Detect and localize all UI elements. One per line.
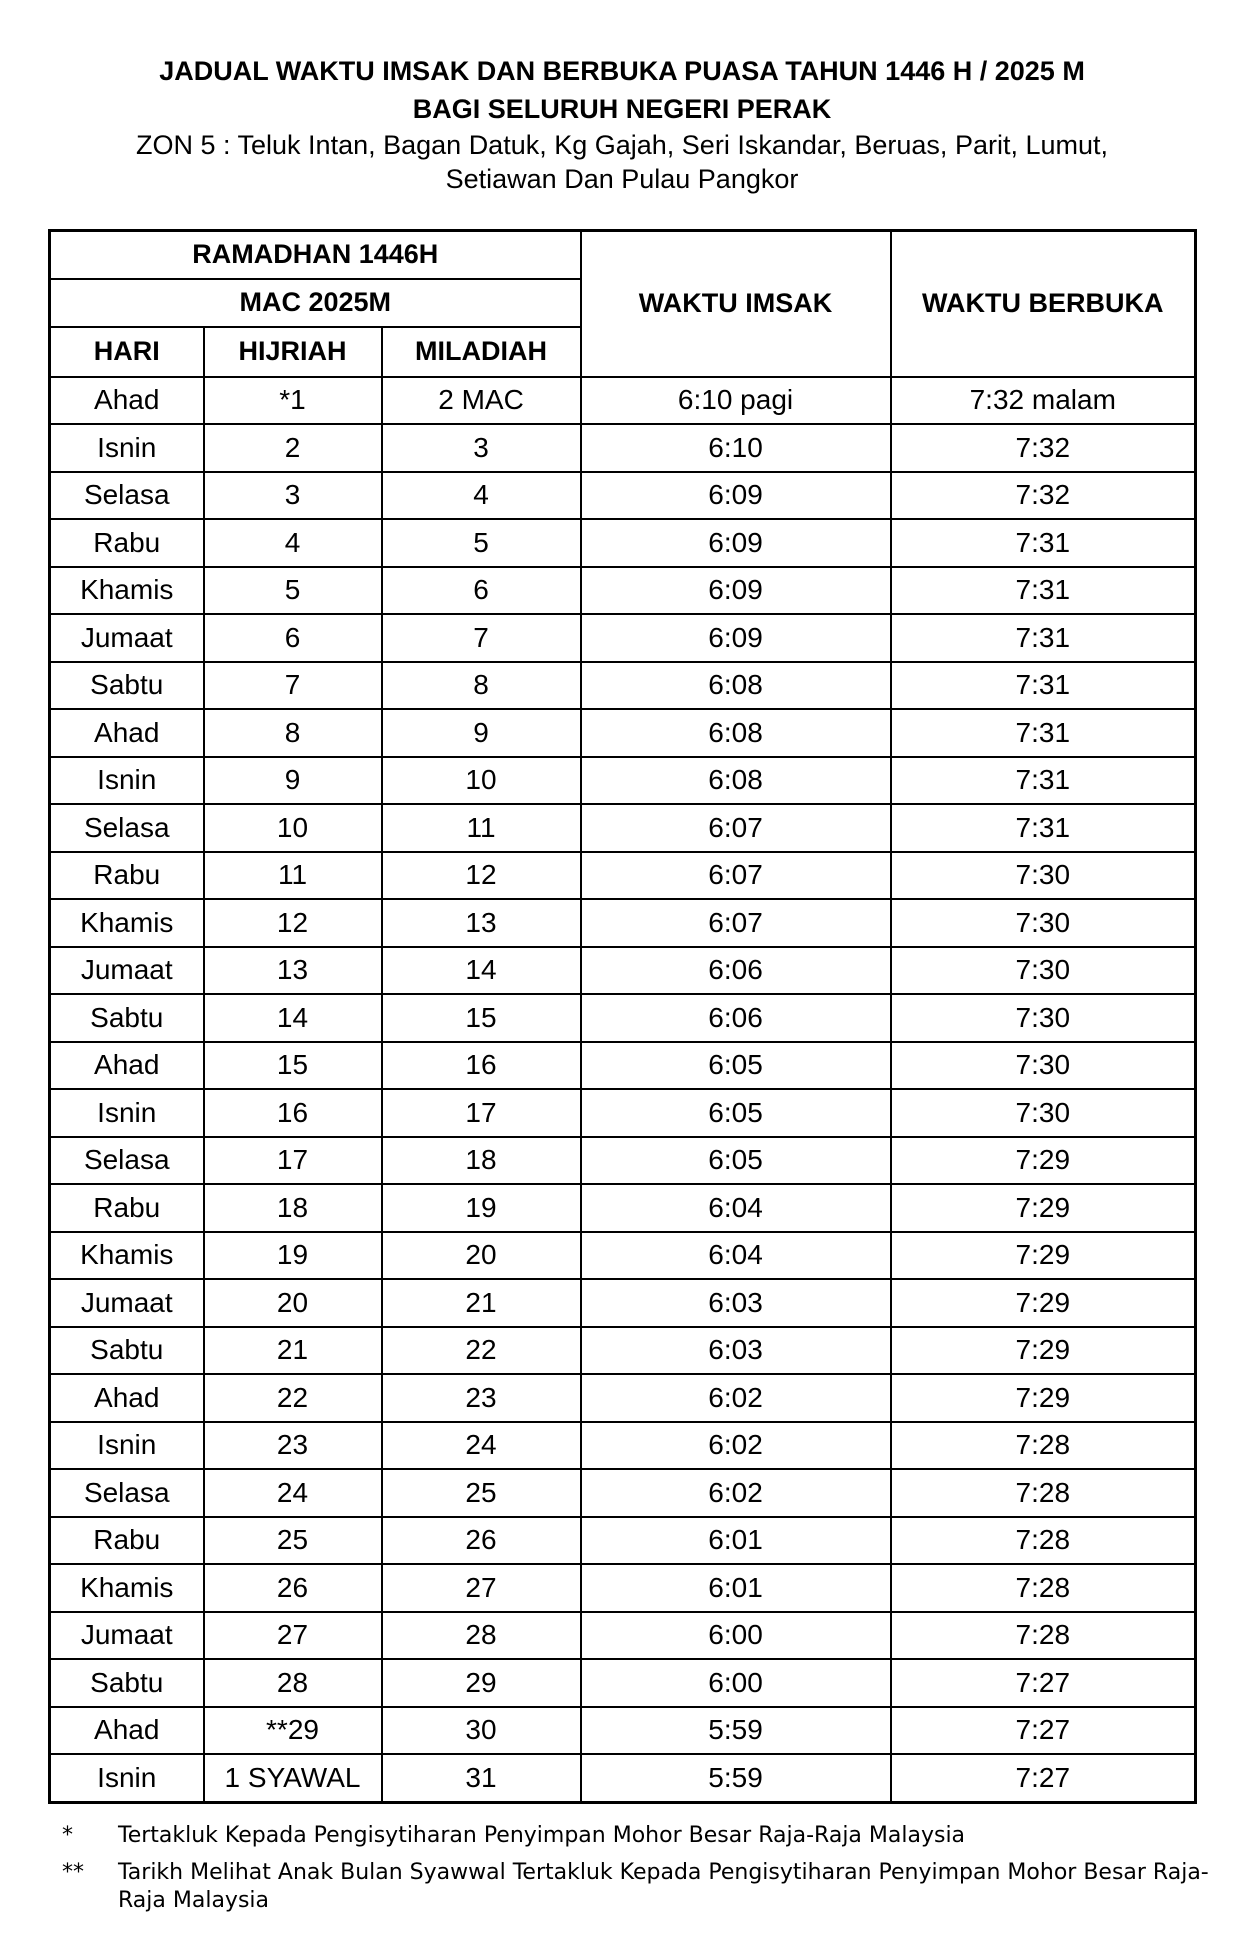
- berbuka-cell: 7:31: [891, 567, 1196, 615]
- timetable: [48, 229, 1197, 1804]
- hijriah-cell: 9: [204, 757, 382, 805]
- document-title: JADUAL WAKTU IMSAK DAN BERBUKA PUASA TAHUN 1446 H / 2025 M: [159, 56, 1085, 86]
- hari-cell: Sabtu: [50, 662, 204, 710]
- imsak-cell: 6:08: [581, 757, 891, 805]
- imsak-cell: 6:07: [581, 899, 891, 947]
- miladiah-cell: 26: [382, 1517, 581, 1565]
- hijriah-cell: 7: [204, 662, 382, 710]
- hari-cell: Selasa: [50, 472, 204, 520]
- berbuka-cell: 7:31: [891, 709, 1196, 757]
- footnotes: [62, 1822, 1212, 1924]
- berbuka-cell: 7:30: [891, 852, 1196, 900]
- imsak-cell: 6:03: [581, 1279, 891, 1327]
- hari-cell: Rabu: [50, 1517, 204, 1565]
- berbuka-cell: 7:29: [891, 1279, 1196, 1327]
- hari-cell: Ahad: [50, 709, 204, 757]
- hari-cell: Selasa: [50, 1469, 204, 1517]
- miladiah-cell: 9: [382, 709, 581, 757]
- berbuka-cell: 7:28: [891, 1517, 1196, 1565]
- table-row: [50, 757, 1196, 805]
- table-row: [50, 424, 1196, 472]
- hari-cell: Ahad: [50, 1707, 204, 1755]
- miladiah-cell: 7: [382, 614, 581, 662]
- miladiah-cell: 10: [382, 757, 581, 805]
- miladiah-cell: 18: [382, 1137, 581, 1185]
- hari-cell: Isnin: [50, 1754, 204, 1802]
- berbuka-cell: 7:32 malam: [891, 377, 1196, 425]
- imsak-cell: 6:07: [581, 852, 891, 900]
- imsak-cell: 6:01: [581, 1564, 891, 1612]
- miladiah-cell: 29: [382, 1659, 581, 1707]
- table-row: [50, 1089, 1196, 1137]
- berbuka-cell: 7:28: [891, 1422, 1196, 1470]
- miladiah-cell: 2 MAC: [382, 377, 581, 425]
- hijriah-cell: 28: [204, 1659, 382, 1707]
- berbuka-cell: 7:31: [891, 662, 1196, 710]
- table-row: [50, 472, 1196, 520]
- table-row: [50, 947, 1196, 995]
- hijriah-cell: 5: [204, 567, 382, 615]
- imsak-cell: 6:10: [581, 424, 891, 472]
- miladiah-cell: 3: [382, 424, 581, 472]
- hijriah-cell: 23: [204, 1422, 382, 1470]
- zone-description-continued: Setiawan Dan Pulau Pangkor: [445, 164, 799, 194]
- miladiah-cell: 19: [382, 1184, 581, 1232]
- hijriah-cell: 13: [204, 947, 382, 995]
- table-row: [50, 1517, 1196, 1565]
- berbuka-cell: 7:30: [891, 1042, 1196, 1090]
- hijriah-cell: **29: [204, 1707, 382, 1755]
- hari-cell: Selasa: [50, 804, 204, 852]
- berbuka-cell: 7:28: [891, 1612, 1196, 1660]
- berbuka-cell: 7:32: [891, 472, 1196, 520]
- hari-cell: Sabtu: [50, 1327, 204, 1375]
- hari-cell: Jumaat: [50, 1612, 204, 1660]
- imsak-cell: 6:00: [581, 1612, 891, 1660]
- miladiah-cell: 5: [382, 519, 581, 567]
- miladiah-cell: 17: [382, 1089, 581, 1137]
- hijriah-cell: 24: [204, 1469, 382, 1517]
- berbuka-cell: 7:29: [891, 1232, 1196, 1280]
- hijriah-cell: 6: [204, 614, 382, 662]
- hijriah-cell: 11: [204, 852, 382, 900]
- hijriah-cell: 26: [204, 1564, 382, 1612]
- hari-cell: Ahad: [50, 377, 204, 425]
- table-row: [50, 1279, 1196, 1327]
- table-row: [50, 1137, 1196, 1185]
- berbuka-cell: 7:31: [891, 614, 1196, 662]
- footnote-marker: *: [62, 1823, 73, 1848]
- imsak-cell: 6:06: [581, 947, 891, 995]
- hijriah-cell: 14: [204, 994, 382, 1042]
- berbuka-cell: 7:29: [891, 1184, 1196, 1232]
- miladiah-cell: 24: [382, 1422, 581, 1470]
- miladiah-cell: 16: [382, 1042, 581, 1090]
- hari-cell: Selasa: [50, 1137, 204, 1185]
- imsak-column-header: WAKTU IMSAK: [581, 231, 891, 377]
- hijriah-cell: 22: [204, 1374, 382, 1422]
- month-gregorian-header: MAC 2025M: [50, 279, 581, 327]
- table-row: [50, 899, 1196, 947]
- zone-description: ZON 5 : Teluk Intan, Bagan Datuk, Kg Gajah, Seri Iskandar, Beruas, Parit, Lumut,: [136, 130, 1108, 160]
- table-row: [50, 1612, 1196, 1660]
- footnote-1: [62, 1822, 1212, 1850]
- hijriah-cell: *1: [204, 377, 382, 425]
- hijriah-cell: 1 SYAWAL: [204, 1754, 382, 1802]
- hari-cell: Rabu: [50, 852, 204, 900]
- hari-cell: Isnin: [50, 757, 204, 805]
- table-row: [50, 1042, 1196, 1090]
- table-row: [50, 852, 1196, 900]
- hari-cell: Jumaat: [50, 614, 204, 662]
- hijriah-cell: 16: [204, 1089, 382, 1137]
- timetable-body: [50, 377, 1196, 1803]
- hari-cell: Rabu: [50, 1184, 204, 1232]
- berbuka-column-header: WAKTU BERBUKA: [891, 231, 1196, 377]
- berbuka-cell: 7:29: [891, 1374, 1196, 1422]
- hari-cell: Ahad: [50, 1374, 204, 1422]
- hari-cell: Isnin: [50, 424, 204, 472]
- miladiah-cell: 6: [382, 567, 581, 615]
- berbuka-cell: 7:28: [891, 1564, 1196, 1612]
- berbuka-cell: 7:29: [891, 1137, 1196, 1185]
- imsak-cell: 6:05: [581, 1137, 891, 1185]
- hijriah-cell: 20: [204, 1279, 382, 1327]
- hijriah-cell: 17: [204, 1137, 382, 1185]
- table-row: [50, 1469, 1196, 1517]
- table-row: [50, 662, 1196, 710]
- berbuka-cell: 7:30: [891, 947, 1196, 995]
- table-row: [50, 519, 1196, 567]
- hijriah-cell: 19: [204, 1232, 382, 1280]
- imsak-cell: 6:01: [581, 1517, 891, 1565]
- imsak-cell: 6:10 pagi: [581, 377, 891, 425]
- miladiah-cell: 14: [382, 947, 581, 995]
- table-row: [50, 1184, 1196, 1232]
- hijriah-cell: 3: [204, 472, 382, 520]
- hijriah-cell: 25: [204, 1517, 382, 1565]
- hari-cell: Isnin: [50, 1422, 204, 1470]
- berbuka-cell: 7:31: [891, 757, 1196, 805]
- footnote-text: Tertakluk Kepada Pengisytiharan Penyimpan Mohor Besar Raja-Raja Malaysia: [118, 1823, 966, 1848]
- miladiah-cell: 4: [382, 472, 581, 520]
- hijriah-cell: 15: [204, 1042, 382, 1090]
- table-row: [50, 804, 1196, 852]
- miladiah-cell: 30: [382, 1707, 581, 1755]
- imsak-cell: 6:04: [581, 1184, 891, 1232]
- hari-cell: Isnin: [50, 1089, 204, 1137]
- table-row: [50, 1327, 1196, 1375]
- berbuka-cell: 7:28: [891, 1469, 1196, 1517]
- imsak-cell: 6:05: [581, 1042, 891, 1090]
- imsak-cell: 6:07: [581, 804, 891, 852]
- berbuka-cell: 7:30: [891, 899, 1196, 947]
- hari-cell: Sabtu: [50, 994, 204, 1042]
- hari-column-header: HARI: [50, 327, 204, 377]
- miladiah-cell: 12: [382, 852, 581, 900]
- imsak-cell: 6:02: [581, 1374, 891, 1422]
- table-row: [50, 1754, 1196, 1802]
- berbuka-cell: 7:32: [891, 424, 1196, 472]
- imsak-cell: 6:06: [581, 994, 891, 1042]
- berbuka-cell: 7:27: [891, 1707, 1196, 1755]
- hari-cell: Khamis: [50, 899, 204, 947]
- imsak-cell: 5:59: [581, 1707, 891, 1755]
- berbuka-cell: 7:31: [891, 804, 1196, 852]
- berbuka-cell: 7:30: [891, 1089, 1196, 1137]
- table-row: [50, 1422, 1196, 1470]
- table-row: [50, 1564, 1196, 1612]
- hari-cell: Jumaat: [50, 947, 204, 995]
- imsak-cell: 6:09: [581, 472, 891, 520]
- miladiah-cell: 21: [382, 1279, 581, 1327]
- berbuka-cell: 7:30: [891, 994, 1196, 1042]
- miladiah-cell: 11: [382, 804, 581, 852]
- miladiah-cell: 28: [382, 1612, 581, 1660]
- hijriah-cell: 8: [204, 709, 382, 757]
- hijriah-cell: 18: [204, 1184, 382, 1232]
- berbuka-cell: 7:27: [891, 1754, 1196, 1802]
- table-row: [50, 1232, 1196, 1280]
- hari-cell: Jumaat: [50, 1279, 204, 1327]
- miladiah-cell: 23: [382, 1374, 581, 1422]
- imsak-cell: 6:00: [581, 1659, 891, 1707]
- imsak-cell: 5:59: [581, 1754, 891, 1802]
- footnote-text: Tarikh Melihat Anak Bulan Syawwal Tertakluk Kepada Pengisytiharan Penyimpan Mohor Besar Raja-Raja Malaysia: [118, 1860, 1209, 1913]
- miladiah-cell: 13: [382, 899, 581, 947]
- miladiah-cell: 22: [382, 1327, 581, 1375]
- imsak-cell: 6:09: [581, 519, 891, 567]
- table-row: [50, 567, 1196, 615]
- table-row: [50, 1374, 1196, 1422]
- table-row: [50, 1659, 1196, 1707]
- table-row: [50, 994, 1196, 1042]
- hijriah-column-header: HIJRIAH: [204, 327, 382, 377]
- miladiah-cell: 15: [382, 994, 581, 1042]
- hijriah-cell: 27: [204, 1612, 382, 1660]
- imsak-cell: 6:02: [581, 1422, 891, 1470]
- miladiah-cell: 8: [382, 662, 581, 710]
- hari-cell: Khamis: [50, 567, 204, 615]
- miladiah-cell: 27: [382, 1564, 581, 1612]
- berbuka-cell: 7:31: [891, 519, 1196, 567]
- table-row: [50, 709, 1196, 757]
- imsak-cell: 6:08: [581, 662, 891, 710]
- table-row: [50, 1707, 1196, 1755]
- hijriah-cell: 2: [204, 424, 382, 472]
- miladiah-column-header: MILADIAH: [382, 327, 581, 377]
- berbuka-cell: 7:29: [891, 1327, 1196, 1375]
- imsak-cell: 6:05: [581, 1089, 891, 1137]
- footnote-2: [62, 1859, 1212, 1915]
- berbuka-cell: 7:27: [891, 1659, 1196, 1707]
- miladiah-cell: 31: [382, 1754, 581, 1802]
- hijriah-cell: 4: [204, 519, 382, 567]
- imsak-cell: 6:09: [581, 614, 891, 662]
- table-row: [50, 614, 1196, 662]
- footnote-marker: **: [62, 1860, 84, 1885]
- miladiah-cell: 25: [382, 1469, 581, 1517]
- imsak-cell: 6:03: [581, 1327, 891, 1375]
- document-subtitle: BAGI SELURUH NEGERI PERAK: [412, 94, 832, 124]
- hijriah-cell: 10: [204, 804, 382, 852]
- imsak-cell: 6:09: [581, 567, 891, 615]
- table-row: [50, 377, 1196, 425]
- hari-cell: Khamis: [50, 1232, 204, 1280]
- miladiah-cell: 20: [382, 1232, 581, 1280]
- imsak-cell: 6:04: [581, 1232, 891, 1280]
- hijriah-cell: 21: [204, 1327, 382, 1375]
- imsak-cell: 6:08: [581, 709, 891, 757]
- hari-cell: Sabtu: [50, 1659, 204, 1707]
- hari-cell: Khamis: [50, 1564, 204, 1612]
- imsak-cell: 6:02: [581, 1469, 891, 1517]
- month-hijri-header: RAMADHAN 1446H: [50, 231, 581, 279]
- hari-cell: Rabu: [50, 519, 204, 567]
- hari-cell: Ahad: [50, 1042, 204, 1090]
- hijriah-cell: 12: [204, 899, 382, 947]
